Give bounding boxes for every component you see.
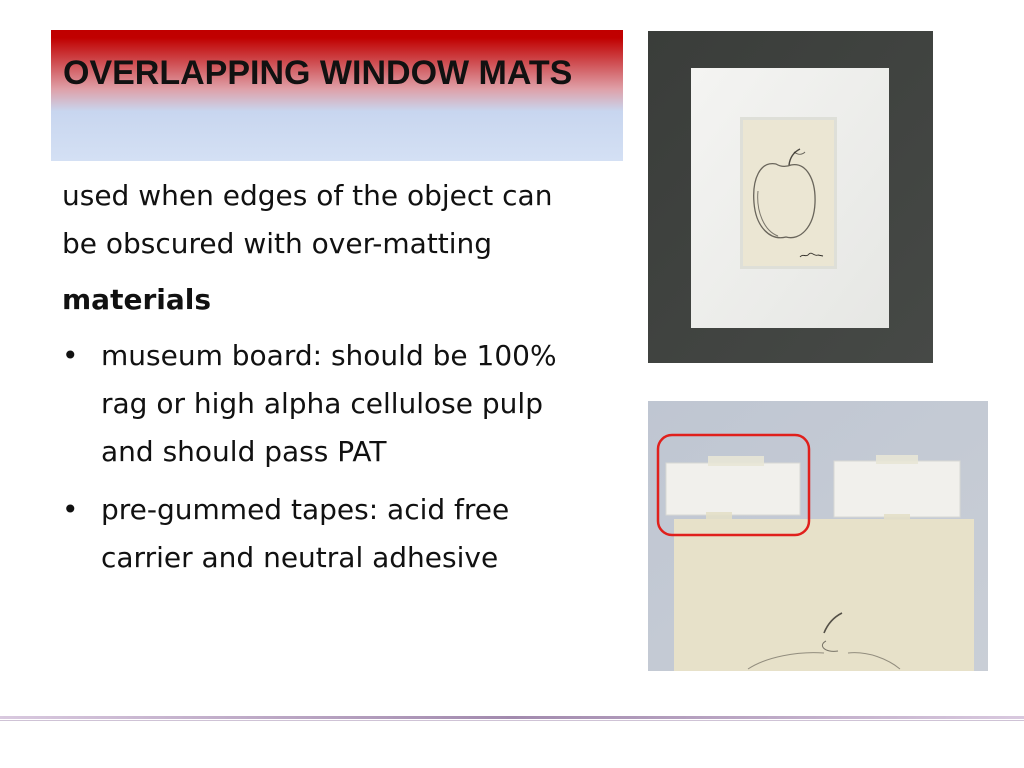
bullet-text: museum board: should be 100% rag or high alpha cellulose pulp and should pass PAT bbox=[101, 339, 557, 468]
intro-text: used when edges of the object can be obscured with over-matting bbox=[62, 179, 553, 260]
bullet-icon: • bbox=[62, 493, 79, 526]
bullet-icon: • bbox=[62, 339, 79, 372]
slide-body bbox=[62, 172, 602, 592]
footer-divider bbox=[0, 716, 1024, 719]
materials-list bbox=[62, 332, 602, 582]
title-banner bbox=[51, 30, 623, 161]
footer-divider-secondary bbox=[0, 720, 1024, 721]
overlapping-mat-corners-photo bbox=[648, 401, 988, 671]
matted-apple-drawing-photo bbox=[648, 31, 933, 363]
list-item bbox=[62, 486, 602, 582]
slide-title: OVERLAPPING WINDOW MATS bbox=[63, 54, 573, 92]
list-item bbox=[62, 332, 602, 476]
bullet-text: pre-gummed tapes: acid free carrier and neutral adhesive bbox=[101, 493, 510, 574]
materials-heading: materials bbox=[62, 283, 212, 316]
